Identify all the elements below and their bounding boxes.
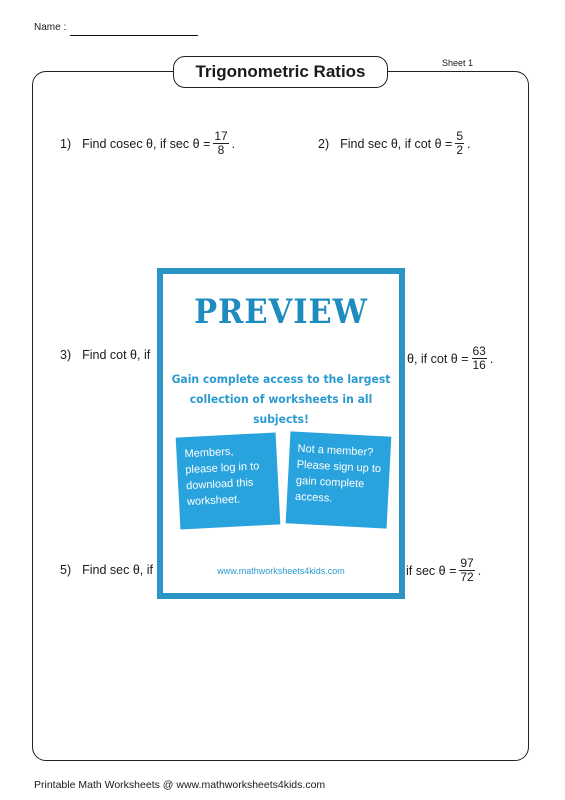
problem-number: 3)	[60, 348, 72, 362]
member-login-card[interactable]: Members, please log in to download this worksheet.	[176, 432, 281, 529]
fraction-numerator: 63	[472, 344, 486, 358]
worksheet-title: Trigonometric Ratios	[173, 56, 388, 88]
preview-subtitle-line: collection of worksheets in all subjects!	[189, 392, 373, 426]
problem-number: 5)	[60, 563, 72, 577]
problem-text: Find cosec θ, if sec θ =	[82, 136, 211, 151]
fraction	[472, 345, 487, 372]
preview-subtitle	[170, 369, 392, 429]
name-label: Name :	[34, 22, 67, 33]
preview-url-link[interactable]: www.mathworksheets4kids.com	[217, 566, 345, 576]
fraction-denominator: 8	[217, 143, 225, 157]
problem-5	[60, 563, 153, 577]
fraction	[459, 557, 474, 584]
problem-2: 2) Find sec θ, if cot θ = $\frac{5}{2}$ .	[318, 129, 471, 157]
fraction-denominator: 16	[472, 358, 486, 372]
fraction-denominator: 72	[460, 570, 474, 584]
preview-overlay	[157, 268, 405, 599]
preview-title: PREVIEW	[194, 292, 368, 332]
signup-card[interactable]: Not a member? Please sign up to gain complete access.	[286, 431, 392, 528]
fraction-numerator: 5	[456, 129, 464, 143]
problem-4: θ, if cot θ = $\frac{63}{16}$ .	[407, 344, 494, 372]
preview-subtitle-line: Gain complete access to the largest	[171, 372, 391, 386]
fraction-numerator: 17	[214, 129, 228, 143]
fraction-numerator: 97	[460, 556, 474, 570]
problem-1: 1) Find cosec θ, if sec θ = $\frac{17}{8}$ .	[60, 129, 236, 157]
problem-text: θ, if cot θ =	[407, 351, 469, 366]
problem-text: Find sec θ, if	[82, 563, 153, 577]
problem-number: 1)	[60, 136, 72, 151]
problem-text: if sec θ =	[406, 563, 457, 578]
fraction-denominator: 2	[456, 143, 464, 157]
problem-3	[60, 348, 150, 362]
problem-text: Find sec θ, if cot θ =	[340, 136, 453, 151]
sheet-label: Sheet 1	[442, 58, 474, 68]
fraction	[455, 130, 464, 157]
problem-6: if sec θ = $\frac{97}{72}$ .	[406, 556, 482, 584]
footer-text: Printable Math Worksheets @ www.mathworksheets4kids.com	[34, 779, 326, 791]
name-line	[70, 35, 198, 36]
problem-number: 2)	[318, 136, 330, 151]
problem-text: Find cot θ, if	[82, 348, 151, 362]
fraction	[213, 130, 228, 157]
